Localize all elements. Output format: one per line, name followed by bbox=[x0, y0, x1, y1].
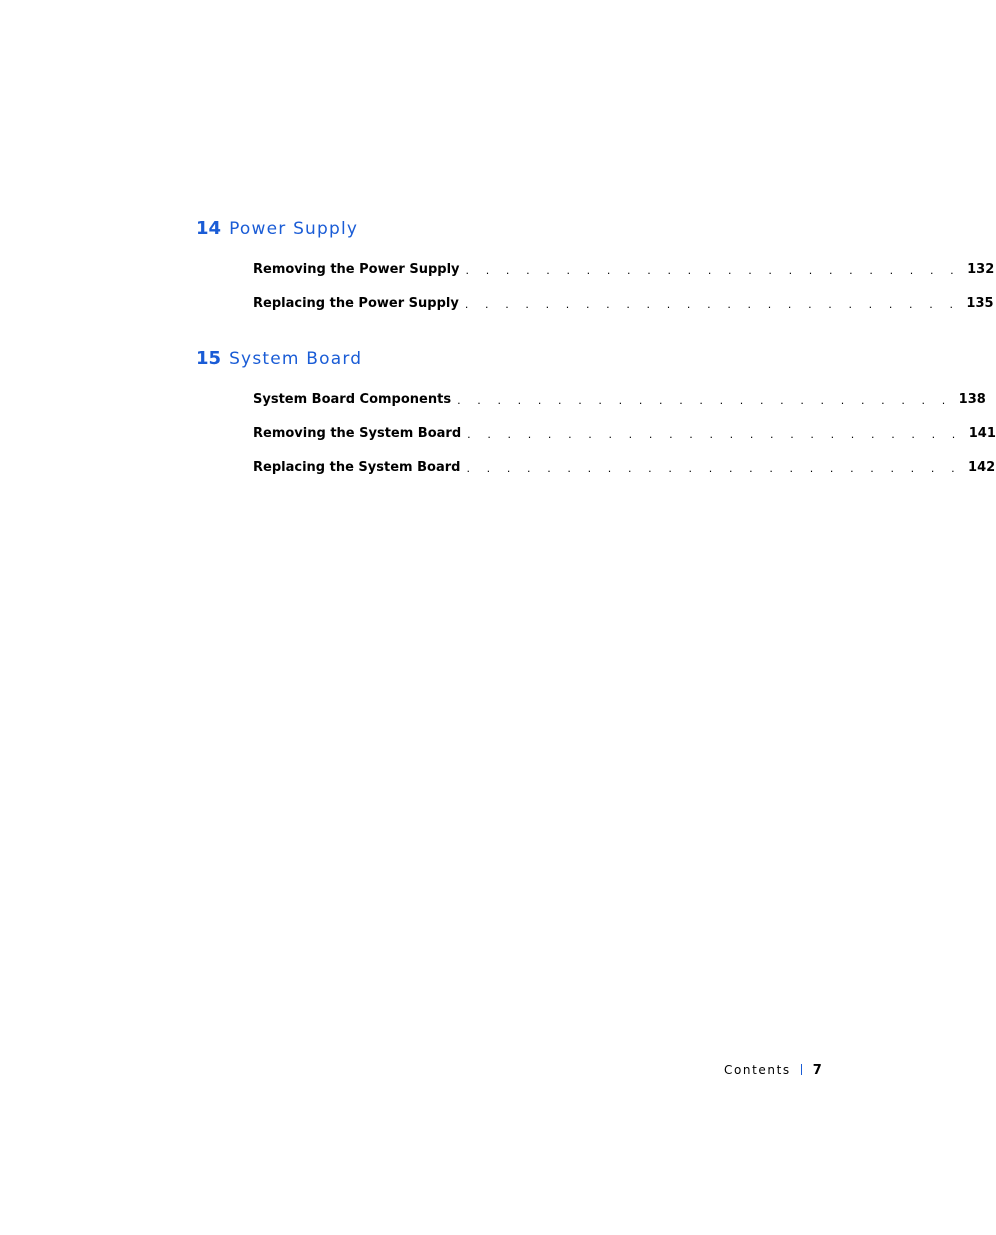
toc-entry[interactable] bbox=[253, 286, 994, 320]
toc-entry-page: 142 bbox=[968, 459, 996, 475]
chapter-number: 14 bbox=[196, 218, 222, 239]
chapter-heading[interactable] bbox=[196, 216, 686, 242]
toc-entry[interactable] bbox=[253, 252, 995, 286]
toc-entry-title: Removing the Power Supply bbox=[253, 261, 460, 277]
chapter-15 bbox=[196, 346, 996, 484]
dot-leader: . . . . . . . . . . . . . . . . . . . . . . . . . bbox=[464, 297, 960, 311]
dot-leader: . . . . . . . . . . . . . . . . . . . . . . . . . bbox=[467, 427, 962, 441]
dot-leader: . . . . . . . . . . . . . . . . . . . . . . . . . bbox=[465, 263, 961, 277]
toc-entry-title: Removing the System Board bbox=[253, 425, 462, 441]
toc-entry-title: Replacing the Power Supply bbox=[253, 295, 459, 311]
chapter-heading[interactable] bbox=[196, 346, 686, 372]
footer-page-number: 7 bbox=[812, 1063, 822, 1078]
dot-leader: . . . . . . . . . . . . . . . . . . . . . . . . . bbox=[457, 393, 952, 407]
toc-entries bbox=[196, 252, 995, 320]
toc-entry[interactable] bbox=[253, 416, 996, 450]
toc-entry[interactable] bbox=[253, 450, 996, 484]
toc-entry-page: 138 bbox=[958, 391, 986, 407]
footer-separator bbox=[801, 1064, 802, 1075]
toc-entry-page: 132 bbox=[967, 261, 995, 277]
toc-entries bbox=[196, 382, 996, 484]
toc-entry-page: 135 bbox=[966, 295, 994, 311]
dot-leader: . . . . . . . . . . . . . . . . . . . . . . . . . bbox=[466, 461, 962, 475]
toc-entry-title: System Board Components bbox=[253, 391, 452, 407]
page-footer bbox=[724, 1060, 822, 1080]
toc-entry-title: Replacing the System Board bbox=[253, 459, 461, 475]
chapter-14 bbox=[196, 216, 995, 320]
chapter-title: Power Supply bbox=[229, 219, 359, 239]
toc-entry-page: 141 bbox=[968, 425, 996, 441]
toc-entry[interactable] bbox=[253, 382, 986, 416]
chapter-number: 15 bbox=[196, 348, 222, 369]
footer-section-label: Contents bbox=[724, 1063, 791, 1077]
chapter-title: System Board bbox=[229, 349, 363, 369]
